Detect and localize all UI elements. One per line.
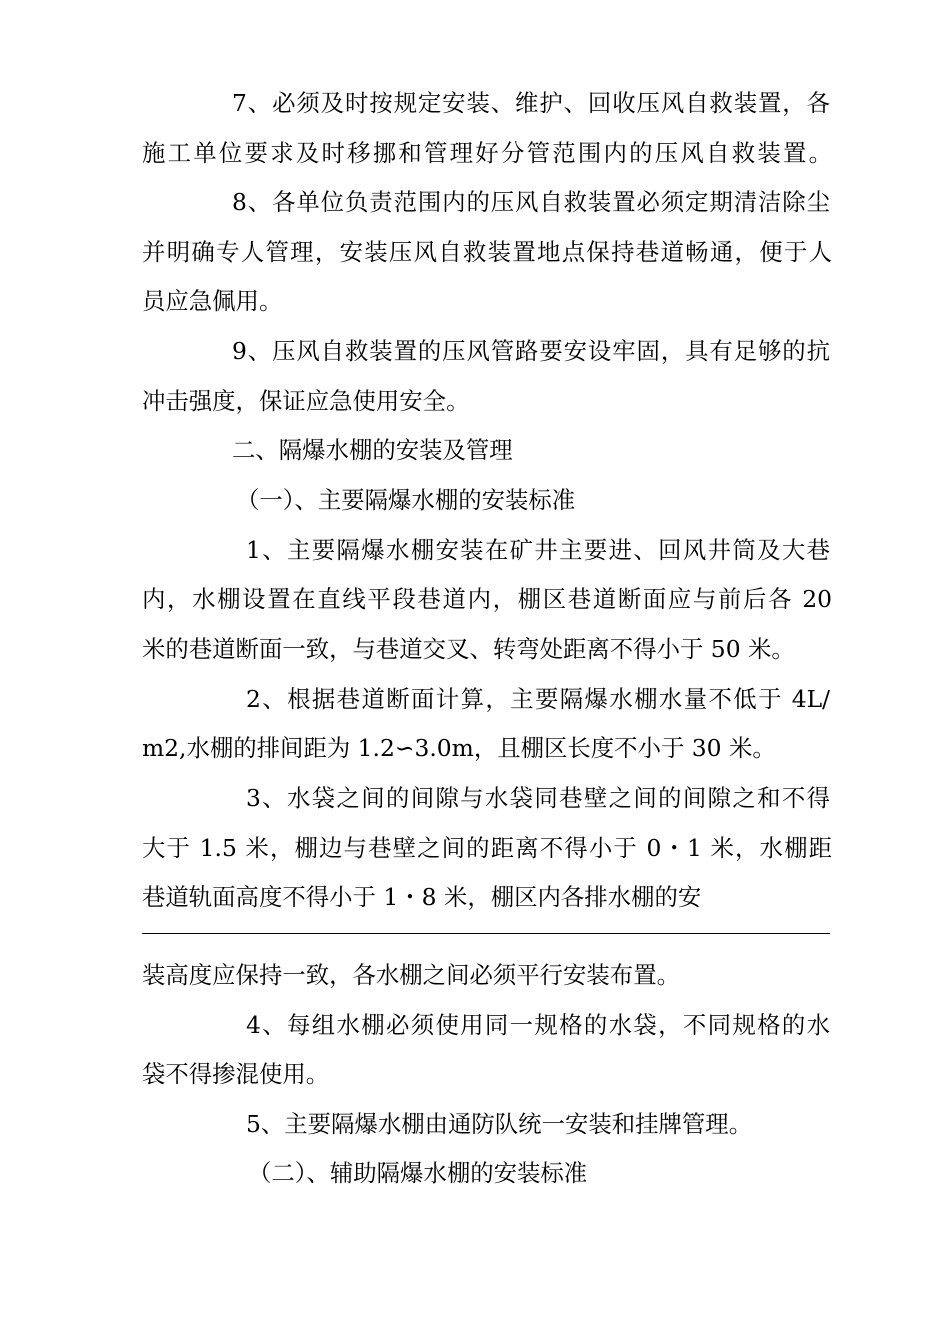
text-line: 3、水袋之间的间隙与水袋同巷壁之间的间隙之和不得 <box>246 784 830 812</box>
text-line: 袋不得掺混使用。 <box>142 1060 330 1088</box>
text-line: 并明确专人管理，安装压风自救装置地点保持巷道畅通，便于人 <box>142 238 832 266</box>
text-line: 大于 1.5 米，棚边与巷壁之间的距离不得小于 0・1 米，水棚距 <box>142 834 832 862</box>
text-line: 内，水棚设置在直线平段巷道内，棚区巷道断面应与前后各 20 <box>142 585 832 613</box>
text-line: 2、根据巷道断面计算，主要隔爆水棚水量不低于 4L/ <box>246 685 830 713</box>
text-line: 8、各单位负责范围内的压风自救装置必须定期清洁除尘 <box>232 188 830 216</box>
subsection-heading: （二）、辅助隔爆水棚的安装标准 <box>248 1159 588 1187</box>
page-divider <box>142 933 830 934</box>
text-line: m2,水棚的排间距为 1.2∽3.0m，且棚区长度不小于 30 米。 <box>142 734 776 762</box>
text-line: 1、主要隔爆水棚安装在矿井主要进、回风井筒及大巷 <box>246 536 830 564</box>
text-line: 米的巷道断面一致，与巷道交叉、转弯处距离不得小于 50 米。 <box>142 635 795 663</box>
text-line: 施工单位要求及时移挪和管理好分管范围内的压风自救装置。 <box>142 139 832 167</box>
text-line: 4、每组水棚必须使用同一规格的水袋，不同规格的水 <box>246 1011 830 1039</box>
text-line: 装高度应保持一致，各水棚之间必须平行安装布置。 <box>142 961 680 989</box>
text-line: 冲击强度，保证应急使用安全。 <box>142 387 470 415</box>
text-line: 员应急佩用。 <box>142 287 283 315</box>
section-heading: 二、隔爆水棚的安装及管理 <box>232 436 513 464</box>
text-line: 5、主要隔爆水棚由通防队统一安装和挂牌管理。 <box>246 1110 753 1138</box>
subsection-heading: （一）、主要隔爆水棚的安装标准 <box>236 486 576 514</box>
text-line: 7、必须及时按规定安装、维护、回收压风自救装置，各 <box>232 89 830 117</box>
text-line: 9、压风自救装置的压风管路要安设牢固，具有足够的抗 <box>232 337 830 365</box>
text-line: 巷道轨面高度不得小于 1・8 米，棚区内各排水棚的安 <box>142 883 702 911</box>
